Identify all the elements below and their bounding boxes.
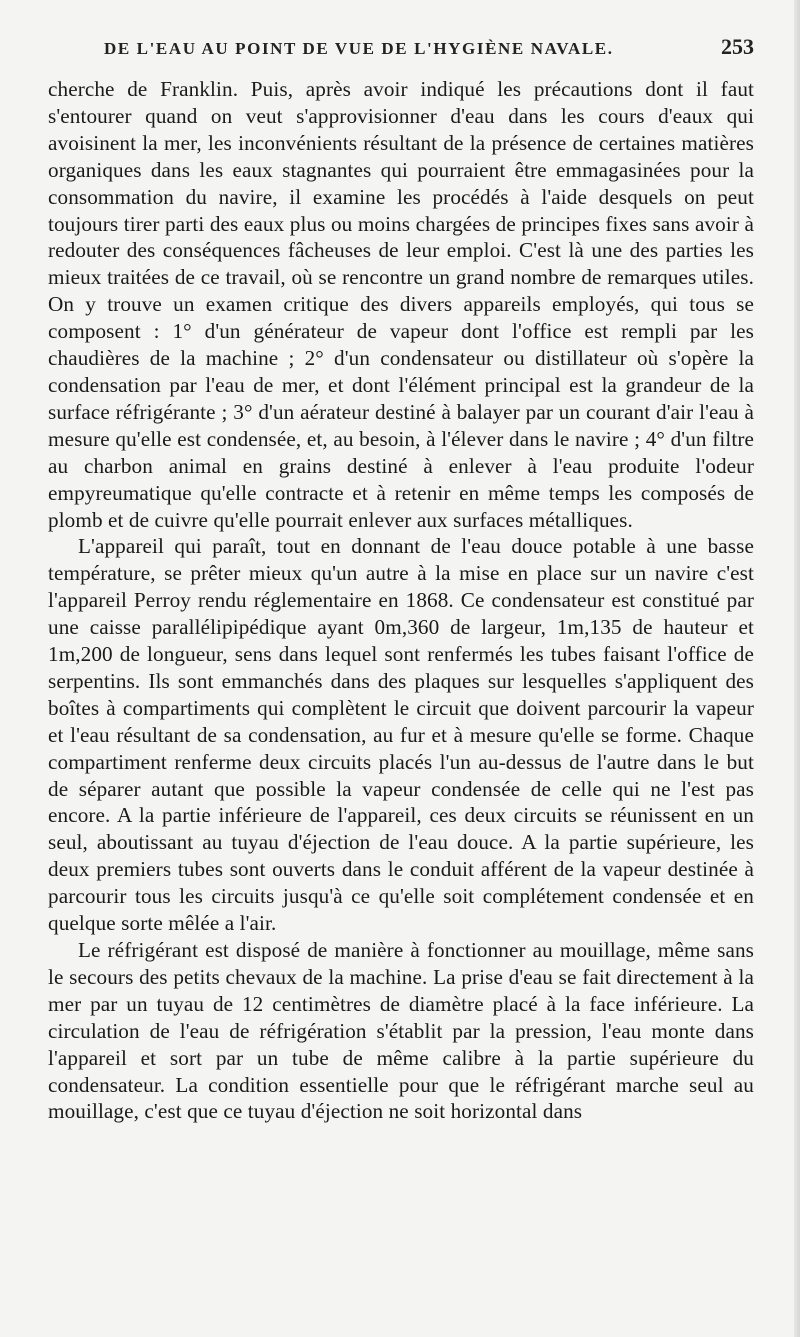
- running-title: DE L'EAU AU POINT DE VUE DE L'HYGIÈNE NAVALE.: [104, 39, 614, 58]
- paragraph-1: cherche de Franklin. Puis, après avoir indiqué les précautions dont il faut s'entourer quand on veut s'approvisionner d'eau dans les cours d'eaux qui avoisinent la mer, les inconvénients résultant de la présence de certaines matières organiques dans les eaux stagnantes qui pourraient être emmagasinées pour la consommation du navire, il examine les procédés à l'aide desquels on peut toujours tirer parti des eaux plus ou moins chargées de principes fixes sans avoir à redouter des conséquences fâcheuses de leur emploi. C'est là une des parties les mieux traitées de ce travail, où se rencontre un grand nombre de remarques utiles. On y trouve un examen critique des divers appareils employés, qui tous se composent : 1° d'un générateur de vapeur dont l'office est rempli par les chaudières de la machine ; 2° d'un condensateur ou distillateur où s'opère la condensation par l'eau de mer, et dont l'élément principal est la grandeur de la surface réfrigérante ; 3° d'un aérateur destiné à balayer par un courant d'air l'eau à mesure qu'elle est condensée, et, au besoin, à l'élever dans le navire ; 4° d'un filtre au charbon animal en grains destiné à enlever à l'eau produite l'odeur empyreumatique qu'elle contracte et à retenir en même temps les composés de plomb et de cuivre qu'elle pourrait enlever aux surfaces métalliques.: [48, 77, 754, 532]
- body-text: [48, 76, 754, 1125]
- page-edge: [794, 0, 800, 1337]
- paragraph-3: Le réfrigérant est disposé de manière à fonctionner au mouillage, même sans le secours des petits chevaux de la machine. La prise d'eau se fait directement à la mer par un tuyau de 12 centimètres de diamètre placé à la face inférieure. La circulation de l'eau de réfrigération s'établit par la pression, l'eau monte dans l'appareil et sort par un tube de même calibre à la partie supérieure du condensateur. La condition essentielle pour que le réfrigérant marche seul au mouillage, c'est que ce tuyau d'éjection ne soit horizontal dans: [48, 938, 754, 1124]
- running-head: [48, 34, 754, 76]
- paragraph-2: L'appareil qui paraît, tout en donnant de l'eau douce potable à une basse température, se prêter mieux qu'un autre à la mise en place sur un navire c'est l'appareil Perroy rendu réglementaire en 1868. Ce condensateur est constitué par une caisse parallélipipédique ayant 0m,360 de largeur, 1m,135 de hauteur et 1m,200 de longueur, sens dans lequel sont renfermés les tubes faisant l'office de serpentins. Ils sont emmanchés dans des plaques sur lesquelles s'appliquent des boîtes à compartiments qui complètent le circuit que doivent parcourir la vapeur et l'eau résultant de sa condensation, au fur et à mesure qu'elle se forme. Chaque compartiment renferme deux circuits placés l'un au-dessus de l'autre dans le but de séparer autant que possible la vapeur condensée de celle qui ne l'est pas encore. A la partie inférieure de l'appareil, ces deux circuits se réunissent en un seul, aboutissant au tuyau d'éjection de l'eau douce. A la partie supérieure, les deux premiers tubes sont ouverts dans le conduit afférent de la vapeur destinée à parcourir tous les circuits jusqu'à ce qu'elle soit complétement condensée et en quelque sorte mêlée a l'air.: [48, 534, 754, 936]
- page-number: 253: [721, 34, 754, 59]
